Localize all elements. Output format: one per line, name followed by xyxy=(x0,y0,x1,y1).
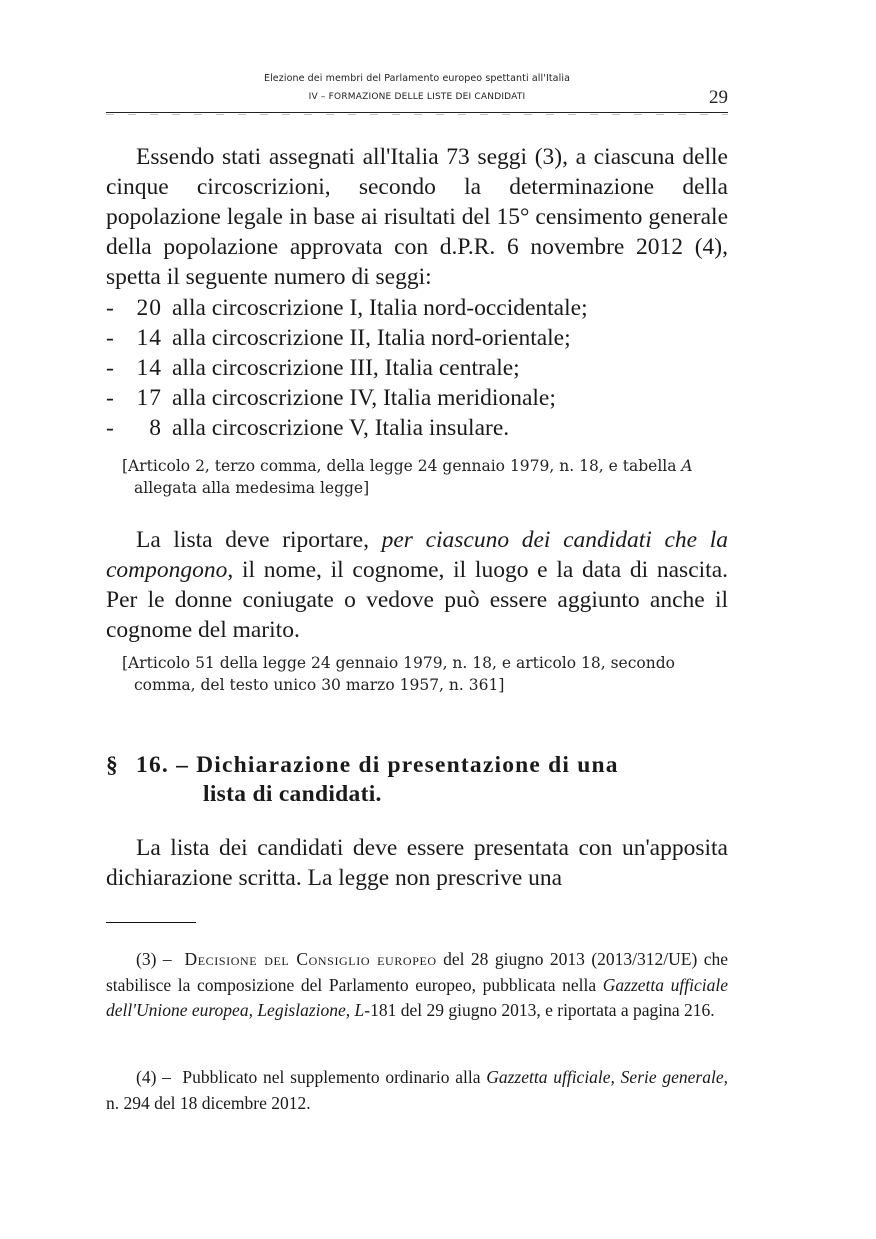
seat-count: 14 xyxy=(136,325,162,351)
constituency-text: alla circoscrizione II, Italia nord-orientale; xyxy=(172,325,571,351)
citation-text: [Articolo 51 della legge 24 gennaio 1979, n. 18, e articolo 18, secondo xyxy=(122,654,675,672)
citation-continuation: comma, del testo unico 30 marzo 1957, n. 361] xyxy=(134,676,505,694)
header-rule xyxy=(106,112,728,113)
section-sign: § xyxy=(106,752,119,778)
constituency-text: alla circoscrizione I, Italia nord-occidentale; xyxy=(172,295,588,321)
section-number: 16. xyxy=(136,752,169,778)
section-dash: – xyxy=(176,752,190,778)
constituency-text: alla circoscrizione IV, Italia meridionale; xyxy=(172,385,556,411)
footnote-separator xyxy=(106,922,196,923)
running-head xyxy=(106,72,728,105)
list-dash: - xyxy=(106,325,114,351)
legal-citation xyxy=(122,455,728,499)
seat-count: 17 xyxy=(136,385,162,411)
page-number: 29 xyxy=(709,87,728,108)
list-dash: - xyxy=(106,415,114,441)
citation-text: [Articolo 2, terzo comma, della legge 24 gennaio 1979, n. 18, e tabella xyxy=(122,457,682,475)
footnote-marker: (4) – xyxy=(136,1067,171,1087)
paragraph-declaration xyxy=(106,833,728,893)
running-head-chapter: IV – FORMAZIONE DELLE LISTE DEI CANDIDATI xyxy=(308,92,526,102)
footnote-smallcaps: Decisione del Consiglio europeo xyxy=(184,949,437,969)
footnote-text: , n. 294 del 18 dicembre 2012. xyxy=(106,1067,728,1113)
paragraph-text: La lista deve riportare, xyxy=(136,527,382,553)
running-head-title: Elezione dei membri del Parlamento europeo spettanti all'Italia xyxy=(263,73,571,84)
list-dash: - xyxy=(106,385,114,411)
seat-count: 8 xyxy=(149,415,162,441)
footnote-text: del 28 giugno 2013 (2013/312/UE) che stabilisce la composizione del Parlamento europeo, pubblicata nella xyxy=(106,949,729,995)
citation-italic: A xyxy=(681,457,693,475)
footnote-italic: Gazzetta ufficiale, Serie generale xyxy=(486,1067,724,1087)
list-item xyxy=(106,413,728,443)
section-title: Dichiarazione di presentazione di una xyxy=(196,752,619,778)
legal-citation xyxy=(122,652,728,696)
paragraph-italic: per ciascuno dei candidati che la compongono xyxy=(106,527,728,583)
footnote-3 xyxy=(106,947,728,1024)
footnote-italic: Gazzetta ufficiale dell'Unione europea, Legislazione, L xyxy=(106,974,728,1020)
list-item xyxy=(106,353,728,383)
list-dash: - xyxy=(106,355,114,381)
paragraph-text: Essendo stati assegnati all'Italia 73 seggi (3), a ciascuna delle cinque circoscrizioni, secondo la determinazione della popolazione legale in base ai risultati del 15° censimento generale della popolazione approvata con d.P.R. 6 novembre 2012 (4), spetta il seguente numero di seggi: xyxy=(106,144,728,290)
seat-count: 20 xyxy=(136,295,162,321)
seat-count: 14 xyxy=(136,355,162,381)
constituency-text: alla circoscrizione III, Italia centrale; xyxy=(172,355,520,381)
section-title-continuation: lista di candidati. xyxy=(203,781,382,807)
paragraph-text: , il nome, il cognome, il luogo e la data di nascita. Per le donne coniugate o vedove può essere aggiunto anche il cognome del marito. xyxy=(106,557,728,643)
list-item xyxy=(106,323,728,353)
footnote-text: -181 del 29 giugno 2013, e riportata a pagina 216. xyxy=(364,1000,715,1020)
footnote-text: Pubblicato nel supplemento ordinario alla xyxy=(182,1067,487,1087)
footnote-4 xyxy=(106,1065,728,1116)
citation-continuation: allegata alla medesima legge] xyxy=(134,479,370,497)
list-dash: - xyxy=(106,295,114,321)
list-item xyxy=(106,293,728,323)
footnote-marker: (3) – xyxy=(136,949,172,969)
seat-allocation-list xyxy=(106,293,728,443)
paragraph-text: La lista dei candidati deve essere presentata con un'apposita dichiarazione scritta. La legge non prescrive una xyxy=(106,835,728,891)
list-item xyxy=(106,383,728,413)
constituency-text: alla circoscrizione V, Italia insulare. xyxy=(172,415,510,441)
paragraph-list-content xyxy=(106,525,728,645)
section-heading xyxy=(106,751,728,809)
paragraph-seat-assignment xyxy=(106,142,728,292)
